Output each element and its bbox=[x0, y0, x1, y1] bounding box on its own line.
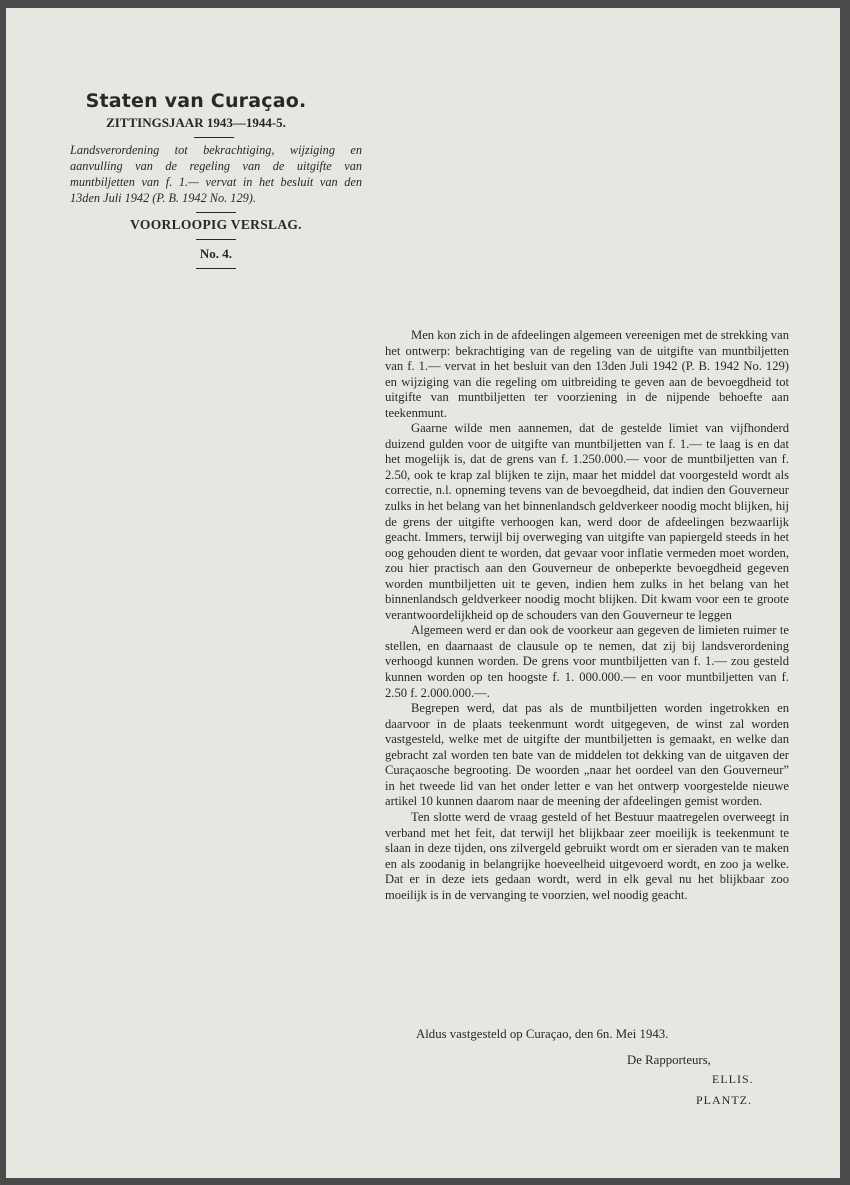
session-year: ZITTINGSJAAR 1943—1944-5. bbox=[106, 115, 286, 130]
report-body bbox=[385, 328, 789, 903]
signatory-plantz: PLANTZ. bbox=[696, 1093, 752, 1107]
document-page bbox=[6, 8, 840, 1178]
paragraph: Ten slotte werd de vraag gesteld of het Bestuur maatregelen overweegt in verband met het feit, dat terwijl het blijkbaar zeer moeilijk is teekenmunt te slaan in deze tijden, ons zilvergeld gebruikt wordt om er sieraden van te maken en als zoodanig in belangrijke hoeveelheid uitgevoerd wordt, en zoo ja welke. Dat er in deze iets gedaan wordt, werd in elk geval nu het blijkbaar zoo moeilijk is in de vervanging te voorzien, wel noodig geacht. bbox=[385, 809, 789, 902]
divider bbox=[194, 137, 234, 138]
org-title: Staten van Curaçao. bbox=[85, 90, 307, 112]
document-number: No. 4. bbox=[199, 246, 233, 261]
divider bbox=[196, 212, 236, 213]
divider bbox=[196, 268, 236, 269]
paragraph: Men kon zich in de afdeelingen algemeen vereenigen met de strekking van het ontwerp: bekrachtiging van de regeling van de uitgifte van muntbiljetten van f. 1.— vervat in het besluit van den 13den Juli 1942 (P. B. 1942 No. 129) en wijziging van die regeling om uitbreiding te geven aan de bevoegdheid tot uitgifte van muntbiljetten ter voorziening in de nijpende behoefte aan teekenmunt. bbox=[385, 328, 789, 420]
report-heading: VOORLOOPIG VERSLAG. bbox=[130, 217, 302, 232]
rapporteurs-label: De Rapporteurs, bbox=[627, 1053, 711, 1067]
header-block bbox=[68, 90, 364, 273]
closing-statement: Aldus vastgesteld op Curaçao, den 6n. Mei 1943. bbox=[416, 1027, 669, 1041]
paragraph: Algemeen werd er dan ook de voorkeur aan gegeven de limieten ruimer te stellen, en daarnaast de clausule op te nemen, dat zij bij landsverordening verhoogd kunnen worden. De grens voor muntbiljetten van f. 1.— zou gesteld kunnen worden op ten hoogste f. 1. 000.000.— en voor muntbiljetten van f. 2.50 f. 2.000.000.—. bbox=[385, 623, 789, 700]
divider bbox=[196, 239, 236, 240]
ordinance-title: Landsverordening tot bekrachtiging, wijziging en aanvulling van de regeling van de uitgifte van muntbiljetten van f. 1.— vervat in het besluit van den 13den Juli 1942 (P. B. 1942 No. 129). bbox=[70, 143, 362, 205]
signatory-ellis: ELLIS. bbox=[712, 1072, 754, 1086]
paragraph: Begrepen werd, dat pas als de muntbiljetten worden ingetrokken en daarvoor in de plaats teekenmunt wordt uitgegeven, de winst zal worden vastgesteld, welke met de uitgifte der muntbiljetten is gemaakt, en welke dan gebracht zal worden ten bate van de middelen tot dekking van de uitgaven der Curaçaosche begrooting. De woorden „naar het oordeel van den Gouverneur” in het tweede lid van het onder letter e van het ontwerp voorgestelde nieuwe artikel 10 kunnen daarom naar de meening der afdeelingen gemist worden. bbox=[385, 701, 789, 809]
paragraph: Gaarne wilde men aannemen, dat de gestelde limiet van vijfhonderd duizend gulden voor de uitgifte van muntbiljetten van f. 1.— te laag is en dat het mogelijk is, dat de grens van f. 1.250.000.— voor de muntbiljetten van f. 2.50, ook te krap zal blijken te zijn, maar het middel dat voorgesteld wordt als correctie, n.l. opneming tevens van de bevoegdheid, dat indien den Gouverneur zulks in het belang van het binnenlandsch geldverkeer noodig mocht blijken, hij de grens der uitgifte verhoogen kan, werd door de afdeelingen bezwaarlijk geacht. Immers, terwijl bij overweging van uitgifte van papiergeld steeds in het oog gehouden dient te worden, dat gevaar voor inflatie vermeden moet worden, zou hier practisch aan den Gouverneur de onbeperkte bevoegdheid gegeven worden muntbiljetten uit te geven, indien hem zulks in het belang van het binnenlandsch geldverkeer noodig mocht blijken. Dit kwam voor een te groote verantwoordelijkheid op de schouders van den Gouverneur te leggen bbox=[385, 421, 789, 622]
